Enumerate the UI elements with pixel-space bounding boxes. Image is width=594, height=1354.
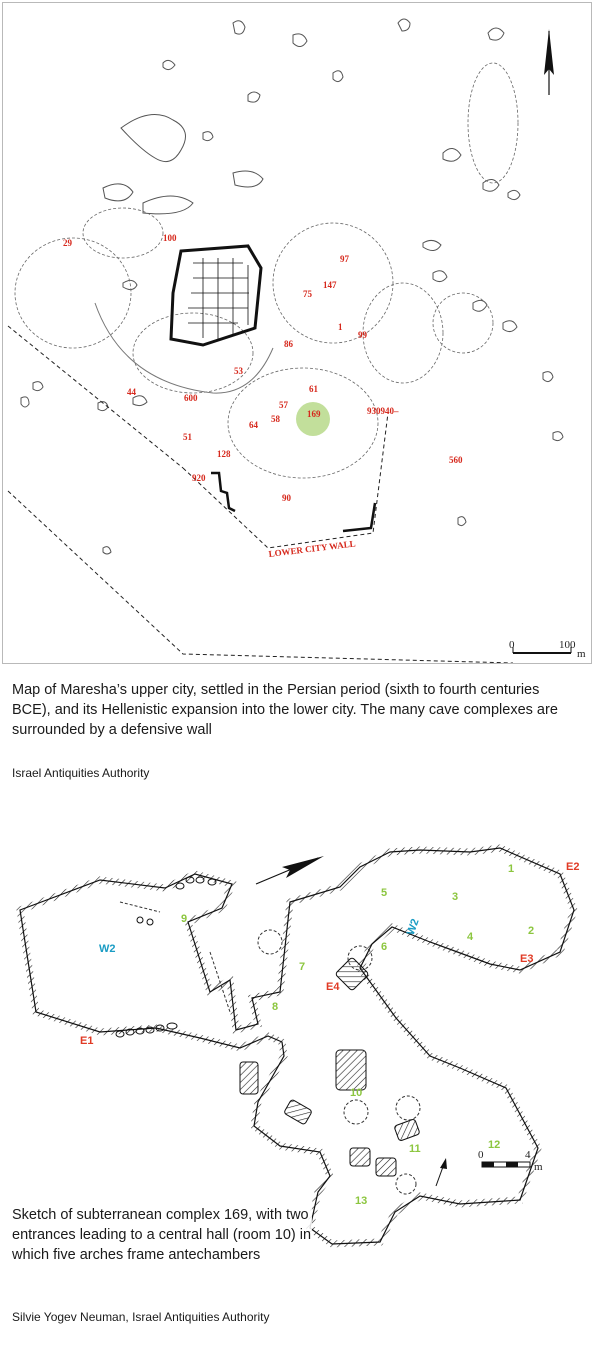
entrance-label: E4: [326, 981, 340, 993]
passage-arrow-icon: [436, 1158, 447, 1186]
room-number: 6: [381, 941, 388, 953]
site-label: 147: [323, 280, 337, 290]
site-label: 86: [284, 339, 293, 349]
entrance-label: E1: [80, 1035, 94, 1047]
site-label: 53: [234, 366, 243, 376]
cave-walls: [20, 848, 574, 1244]
site-label: 1: [338, 322, 343, 332]
complex-169-plan: [0, 792, 594, 1262]
room-number: 8: [272, 1001, 279, 1013]
lower-city-wall: [211, 473, 375, 531]
entrance-label: E2: [566, 861, 580, 873]
site-label: 100: [163, 233, 177, 243]
w2-label: W2: [404, 917, 422, 937]
site-label: 90: [282, 493, 291, 503]
site-label: 128: [217, 449, 231, 459]
cave-outlines: [21, 19, 563, 554]
upper-city-arc: [95, 303, 273, 393]
room-number: 5: [381, 887, 388, 899]
site-label: 920: [192, 473, 206, 483]
map1-scale-bar: [509, 639, 586, 660]
room-number: 2: [528, 925, 535, 937]
site-label: 61: [309, 384, 318, 394]
room-number: 13: [355, 1195, 368, 1207]
scale-zero: 0: [509, 639, 515, 651]
map2-caption: Sketch of subterranean complex 169, with two entrances leading to a central hall (room 10) in which five arches frame antechambers: [12, 1207, 312, 1263]
site-label: 97: [340, 254, 349, 264]
scale-zero: 0: [478, 1149, 484, 1161]
site-label: 29: [63, 238, 72, 248]
outer-wall-lines: [8, 326, 513, 663]
room-number: 7: [299, 961, 306, 973]
cave-clusters: [15, 63, 518, 478]
site-labels: [63, 233, 463, 559]
site-label: 58: [271, 414, 280, 424]
scale-distance: 4: [525, 1149, 531, 1161]
upper-city-fortress: [171, 246, 261, 345]
north-arrow-icon: [256, 856, 324, 884]
map1-credit: Israel Antiquities Authority: [12, 766, 150, 780]
room-number: 3: [452, 891, 459, 903]
site-label: 930940–: [367, 406, 399, 416]
scale-unit: m: [534, 1161, 543, 1173]
room-number: 9: [181, 913, 188, 925]
city-map-drawing: [3, 3, 591, 663]
maresha-city-map: [2, 2, 592, 664]
site-label: 600: [184, 393, 198, 403]
complex-169-highlight: [296, 402, 330, 436]
w2-label: W2: [99, 943, 116, 955]
room-number: 4: [467, 931, 474, 943]
site-label: 57: [279, 400, 288, 410]
complex-plan-drawing: [0, 792, 594, 1262]
site-label: 99: [358, 330, 367, 340]
map1-caption: Map of Maresha’s upper city, settled in the Persian period (sixth to fourth centuries BCE), and its Hellenistic expansion into the lower city. The many cave complexes are surrounded by a defensive wall: [12, 682, 558, 738]
north-arrow-icon: [544, 29, 554, 95]
room-number: 12: [488, 1139, 501, 1151]
site-label: 51: [183, 432, 192, 442]
room-number: 10: [350, 1087, 363, 1099]
entrance-label: E3: [520, 953, 534, 965]
room-number: 1: [508, 863, 515, 875]
site-label: 64: [249, 420, 258, 430]
scale-unit: m: [577, 648, 586, 660]
scale-distance: 100: [559, 639, 576, 651]
room-number: 11: [409, 1143, 421, 1155]
site-label: 169: [307, 409, 321, 419]
lower-city-wall-label: LOWER CITY WALL: [268, 538, 357, 559]
map2-credit: Silvie Yogev Neuman, Israel Antiquities Authority: [12, 1310, 270, 1324]
site-label: 560: [449, 455, 463, 465]
site-label: 44: [127, 387, 136, 397]
site-label: 75: [303, 289, 312, 299]
